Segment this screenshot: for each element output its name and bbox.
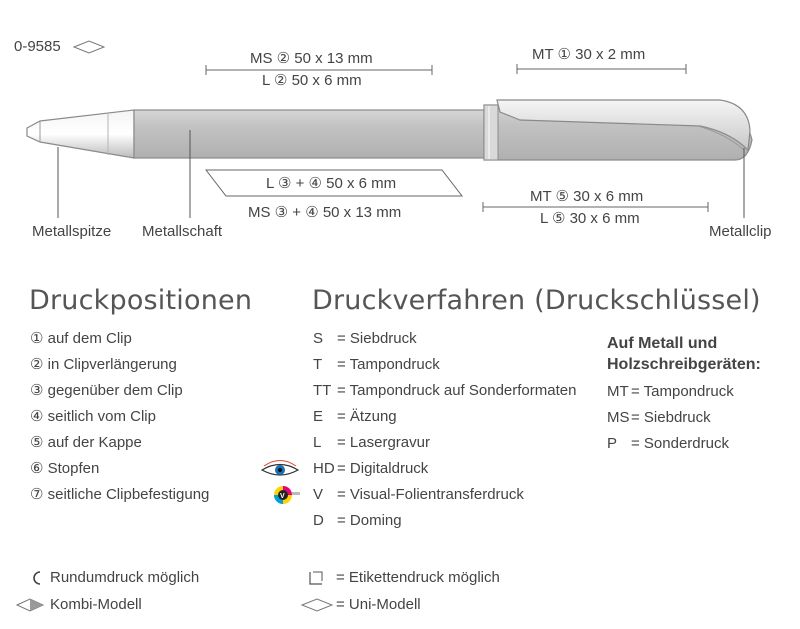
method-code: V (313, 486, 324, 503)
positions-title: Druckpositionen (29, 285, 253, 316)
etikett-icon (310, 572, 322, 584)
method-item (313, 404, 576, 430)
legend-rundum: Rundumdruck möglich (50, 569, 200, 586)
metal-title-1: Auf Metall und (607, 335, 718, 352)
metal-item (607, 431, 734, 457)
method-code: D (313, 512, 324, 529)
article-number: 0-9585 (14, 38, 61, 55)
method-label: = Siebdruck (337, 330, 417, 347)
position-item: ⑤ auf der Kappe (30, 434, 142, 451)
metal-code: P (607, 435, 618, 452)
pen-shaft (134, 110, 484, 158)
method-item (313, 456, 576, 482)
position-item: ③ gegenüber dem Clip (30, 382, 183, 399)
method-label: = Digitaldruck (337, 460, 429, 477)
label-metallspitze: Metallspitze (32, 223, 112, 240)
method-code: TT (313, 382, 332, 399)
dim-l5: L ⑤ 30 x 6 mm (540, 210, 640, 227)
method-label: = Doming (337, 512, 402, 529)
dim-l34: L ③ + ④ 50 x 6 mm (266, 175, 397, 192)
dim-mt5: MT ⑤ 30 x 6 mm (530, 188, 644, 205)
method-code: E (313, 408, 324, 425)
metal-code: MT (607, 383, 629, 400)
metal-code: MS (607, 409, 630, 426)
position-item: ⑥ Stopfen (30, 460, 100, 477)
method-code: HD (313, 460, 335, 477)
method-label: = Ätzung (337, 408, 397, 425)
label-metallschaft: Metallschaft (142, 223, 223, 240)
method-label: = Lasergravur (337, 434, 430, 451)
dim-l2: L ② 50 x 6 mm (262, 72, 362, 89)
dim-ms34: MS ③ + ④ 50 x 13 mm (248, 204, 402, 221)
position-item: ④ seitlich vom Clip (30, 408, 156, 425)
method-code: T (313, 356, 323, 373)
metal-section (607, 333, 761, 375)
metal-label: = Sonderdruck (631, 435, 729, 452)
dim-ms2: MS ② 50 x 13 mm (250, 50, 373, 67)
method-code: L (313, 434, 322, 451)
method-label: = Tampondruck (337, 356, 440, 373)
metal-list (607, 379, 734, 457)
uni-model-legend-icon (302, 599, 332, 611)
pen-tip (27, 110, 134, 158)
metal-label: = Tampondruck (631, 383, 734, 400)
methods-list (313, 326, 576, 534)
method-item (313, 430, 576, 456)
methods-title: Druckverfahren (Druckschlüssel) (312, 285, 761, 316)
legend-etikett: = Etikettendruck möglich (336, 569, 500, 586)
legend-uni: = Uni-Modell (336, 596, 421, 613)
visual-logo-icon (274, 486, 300, 504)
dim-mt1: MT ① 30 x 2 mm (532, 46, 646, 63)
method-item (313, 326, 576, 352)
positions-list (30, 326, 209, 508)
label-metallclip: Metallclip (709, 223, 772, 240)
metal-label: = Siebdruck (631, 409, 711, 426)
method-label: = Visual-Folientransferdruck (337, 486, 524, 503)
method-item (313, 482, 576, 508)
svg-text:V: V (280, 493, 285, 500)
eye-icon (262, 461, 298, 476)
metal-title-2: Holzschreibgeräten: (607, 356, 761, 373)
method-label: = Tampondruck auf Sonderformaten (337, 382, 577, 399)
position-item: ⑦ seitliche Clipbefestigung (30, 486, 210, 503)
method-item (313, 508, 576, 534)
method-item (313, 378, 576, 404)
rundum-icon (34, 572, 40, 584)
method-item (313, 352, 576, 378)
metal-item (607, 405, 734, 431)
metal-item (607, 379, 734, 405)
uni-model-icon (74, 41, 104, 53)
method-code: S (313, 330, 324, 347)
position-item: ② in Clipverlängerung (30, 356, 177, 373)
legend-kombi: Kombi-Modell (50, 596, 142, 613)
position-item: ① auf dem Clip (30, 330, 132, 347)
